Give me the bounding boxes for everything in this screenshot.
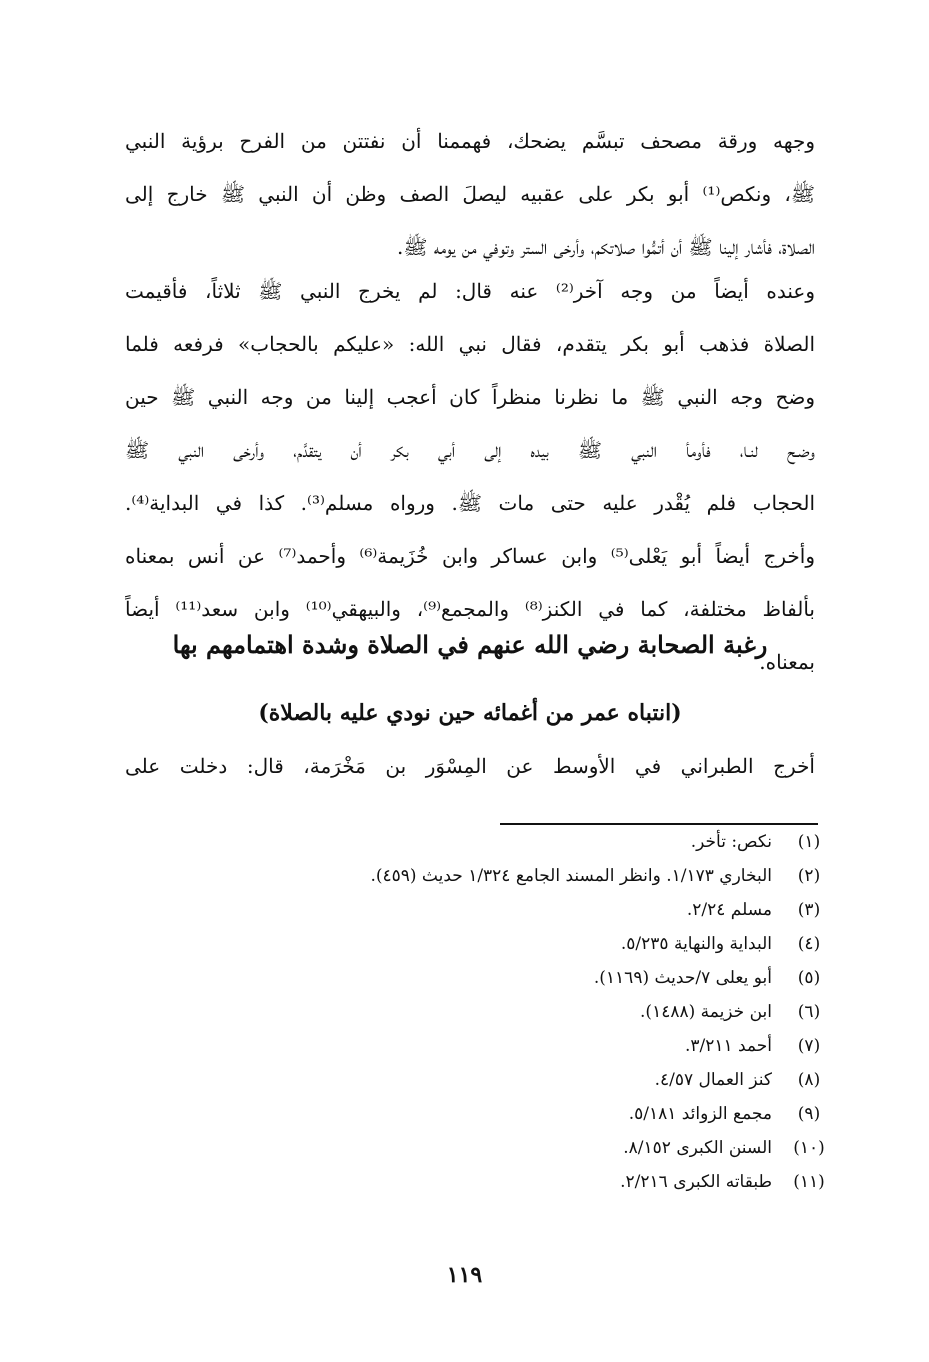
footnote-number: (٣)	[797, 900, 821, 920]
footnote-text: أحمد ٣/٢١١.	[684, 1036, 772, 1056]
page-number: ١١٩	[446, 1262, 483, 1288]
paragraph-line: ﷺ، ونكص⁽¹⁾ أبو بكر على عقبيه ليصلَ الصف وظن أن النبي ﷺ خارج إلى	[125, 182, 815, 206]
footnote-text: مجمع الزوائد ٥/١٨١.	[628, 1104, 772, 1124]
footnote-text: مسلم ٢/٢٤.	[686, 900, 772, 920]
footnote-divider	[500, 823, 818, 825]
paragraph-line: أخرج الطبراني في الأوسط عن المِسْوَر بن مَخْرَمة، قال: دخلت على	[125, 754, 815, 778]
footnote-text: السنن الكبرى ٨/١٥٢.	[623, 1138, 772, 1158]
footnote	[114, 1002, 834, 1036]
paragraph-line: وضح وجه النبي ﷺ ما نظرنا منظراً كان أعجب إلينا من وجه النبي ﷺ حين	[125, 385, 815, 409]
footnote-text: كنز العمال ٤/٥٧.	[654, 1070, 772, 1090]
footnote	[114, 968, 834, 1002]
footnote-text: أبو يعلى ٧/حديث (١١٦٩).	[593, 968, 772, 988]
paragraph-1	[125, 115, 815, 274]
footnote-text: طبقاته الكبرى ٢/٢١٦.	[620, 1172, 772, 1192]
paragraph-line: بألفاظ مختلفة، كما في الكنز⁽⁸⁾ والمجمع⁽⁹⁾، والبيهقي⁽¹⁰⁾ وابن سعد⁽¹¹⁾ أيضاً	[125, 597, 815, 621]
footnote	[114, 1036, 834, 1070]
paragraph-line: الصلاة، فأشار إلينا ﷺ أن أتمُّوا صلاتكم، وأرخى الستر وتوفي من يومه ﷺ.	[397, 235, 815, 259]
footnote-text: نكص: تأخر.	[690, 832, 772, 852]
paragraph-line: الصلاة فذهب أبو بكر يتقدم، فقال نبي الله: «عليكم بالحجاب» فرفعه فلما	[125, 332, 815, 356]
footnote-number: (٦)	[797, 1002, 821, 1022]
section-heading: رغبة الصحابة رضي الله عنهم في الصلاة وشدة اهتمامهم بها	[172, 630, 768, 659]
paragraph-line: وعنده أيضاً من وجه آخر⁽²⁾ عنه قال: لم يخرج النبي ﷺ ثلاثاً، فأقيمت	[125, 279, 815, 303]
footnote-number: (٥)	[797, 968, 821, 988]
footnote	[114, 1172, 834, 1206]
paragraph-3	[125, 740, 815, 793]
paragraph-2	[125, 265, 815, 689]
footnote-number: (٧)	[797, 1036, 821, 1056]
footnote	[114, 1104, 834, 1138]
footnote-number: (٢)	[797, 866, 821, 886]
paragraph-line: وضـح لنـا، فأومأ النبي ﷺ بيده إلى أبي بكر أن يتقدَّم، وأرخى النبي ﷺ	[125, 438, 815, 462]
paragraph-line: بمعناه.	[759, 650, 815, 674]
section-subheading: (انتباه عمر من أغمائه حين نودي عليه بالصلاة)	[258, 700, 682, 726]
paragraph-line: الحجاب فلم يُقْدر عليه حتى مات ﷺ. ورواه مسلم⁽³⁾. كذا في البداية⁽⁴⁾.	[125, 491, 815, 515]
footnote-number: (٩)	[797, 1104, 821, 1124]
footnote-number: (٤)	[797, 934, 821, 954]
footnote-number: (١)	[797, 832, 821, 852]
footnote-number: (١٠)	[793, 1138, 825, 1158]
footnote	[114, 934, 834, 968]
footnote-text: البخاري ١/١٧٣. وانظر المسند الجامع ١/٣٢٤ حديث (٤٥٩).	[370, 866, 772, 886]
paragraph-line: وأخرج أيضاً أبو يَعْلى⁽⁵⁾ وابن عساكر وابن خُزَيمة⁽⁶⁾ وأحمد⁽⁷⁾ عن أنس بمعناه	[125, 544, 815, 568]
footnote	[114, 900, 834, 934]
footnote-text: ابن خزيمة (١٤٨٨).	[640, 1002, 772, 1022]
footnote	[114, 866, 834, 900]
footnote-text: البداية والنهاية ٥/٢٣٥.	[620, 934, 772, 954]
footnote	[114, 832, 834, 866]
paragraph-line: وجهه ورقة مصحف تبسَّم يضحك، فهممنا أن نفتتن من الفرح برؤية النبي	[125, 129, 815, 153]
footnote-number: (١١)	[793, 1172, 825, 1192]
footnote	[114, 1070, 834, 1104]
footnote	[114, 1138, 834, 1172]
footnotes	[114, 832, 834, 1206]
footnote-number: (٨)	[797, 1070, 821, 1090]
